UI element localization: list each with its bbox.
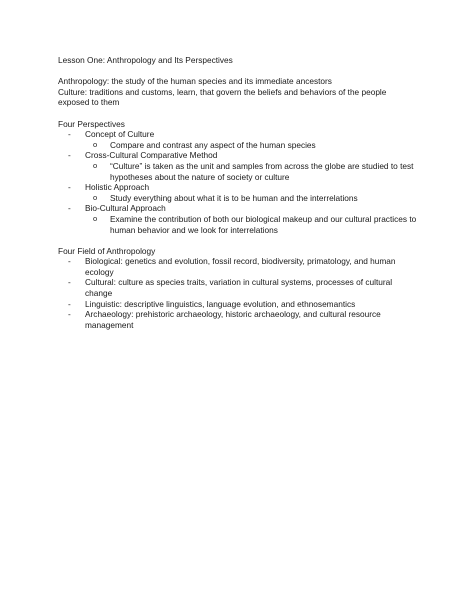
field-item (58, 299, 418, 310)
perspective-label: Bio-Cultural Approach (85, 203, 166, 214)
perspective-subitem (58, 140, 418, 151)
perspective-subitem (58, 161, 418, 182)
spacer (58, 235, 418, 246)
perspective-detail: Compare and contrast any aspect of the human species (110, 139, 316, 150)
spacer (58, 66, 418, 77)
definition-culture: Culture: traditions and customs, learn, that govern the beliefs and behaviors of the people exposed to them (58, 86, 387, 108)
dash-marker: - (68, 298, 71, 309)
perspectives-heading: Four Perspectives (58, 118, 125, 129)
perspective-label: Cross-Cultural Comparative Method (85, 150, 218, 161)
perspective-label: Concept of Culture (85, 129, 155, 140)
perspective-detail: “Culture” is taken as the unit and samples from across the globe are studied to test hypotheses about the nature of society or culture (110, 160, 414, 182)
definition-anthropology: Anthropology: the study of the human species and its immediate ancestors (58, 76, 332, 87)
field-text: Cultural: culture as species traits, variation in cultural systems, processes of cultural change (85, 277, 393, 299)
perspective-subitem (58, 193, 418, 204)
circle-bullet: o (93, 213, 98, 223)
perspective-item (58, 129, 418, 140)
dash-marker: - (68, 150, 71, 161)
perspective-detail: Study everything about what it is to be human and the interrelations (110, 192, 358, 203)
field-item (58, 309, 418, 330)
circle-bullet: o (93, 139, 98, 149)
dash-marker: - (68, 182, 71, 193)
perspective-item (58, 203, 418, 214)
fields-heading: Four Field of Anthropology (58, 245, 156, 256)
field-text: Biological: genetics and evolution, fossil record, biodiversity, primatology, and human ecology (85, 256, 396, 277)
spacer (58, 108, 418, 119)
field-text: Linguistic: descriptive linguistics, language evolution, and ethnosemantics (85, 298, 356, 309)
perspective-detail: Examine the contribution of both our biological makeup and our cultural practices to human behavior and we look for interrelations (110, 213, 417, 235)
document-body (58, 55, 418, 330)
dash-marker: - (68, 129, 71, 140)
dash-marker: - (68, 203, 71, 214)
perspective-subitem (58, 214, 418, 235)
dash-marker: - (68, 256, 71, 267)
perspective-item (58, 182, 418, 193)
field-text: Archaeology: prehistoric archaeology, historic archaeology, and cultural resource management (85, 309, 381, 330)
dash-marker: - (68, 277, 71, 288)
dash-marker: - (68, 309, 71, 320)
perspective-label: Holistic Approach (85, 182, 150, 193)
field-item (58, 277, 418, 298)
perspective-item (58, 150, 418, 161)
lesson-title: Lesson One: Anthropology and Its Perspectives (58, 55, 233, 65)
circle-bullet: o (93, 192, 98, 202)
circle-bullet: o (93, 160, 98, 170)
field-item (58, 256, 418, 277)
